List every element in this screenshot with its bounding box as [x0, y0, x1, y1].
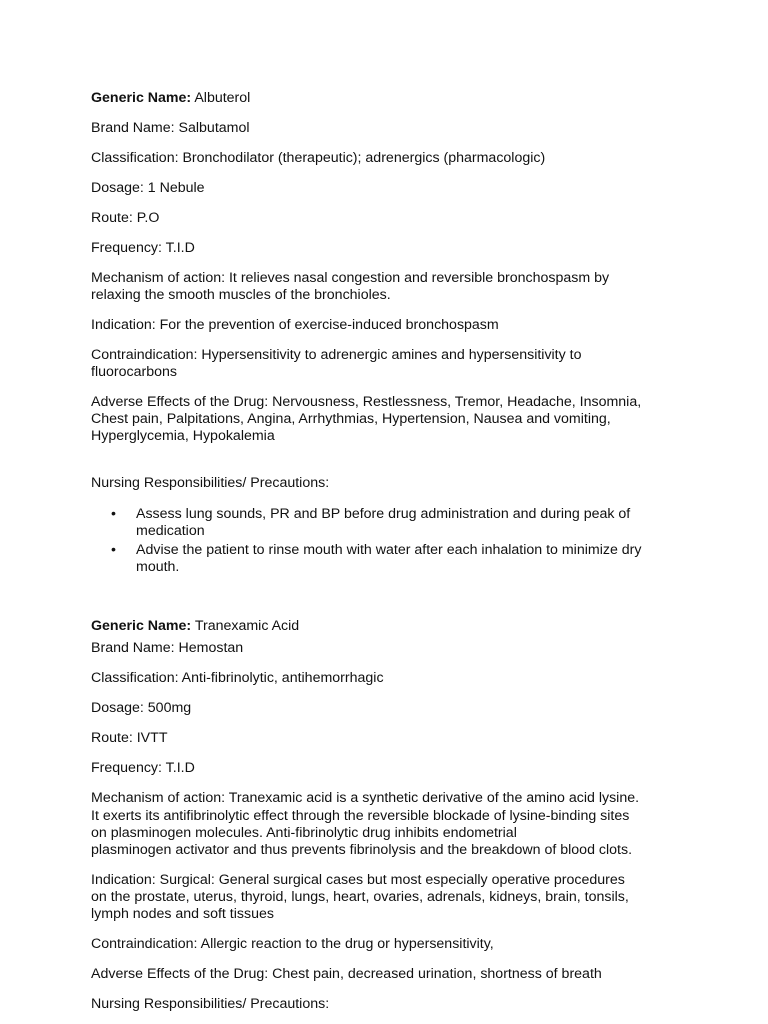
frequency-line: Frequency: T.I.D [91, 240, 195, 256]
mechanism-line: It exerts its antifibrinolytic effect through the reversible blockade of lysine-binding sites [91, 807, 630, 824]
adverse-effects-line: Chest pain, Palpitations, Angina, Arrhythmias, Hypertension, Nausea and vomiting, [91, 411, 611, 427]
bullet-line: Assess lung sounds, PR and BP before drug administration and during peak of [136, 506, 631, 523]
adverse-effects-line: Adverse Effects of the Drug: Chest pain, decreased urination, shortness of breath [91, 965, 602, 982]
generic-name-value: Tranexamic Acid [194, 618, 300, 635]
route-line: Route: IVTT [91, 730, 168, 747]
mechanism-paragraph [91, 270, 691, 304]
generic-name-value: Albuterol [194, 90, 251, 106]
mechanism-line: Mechanism of action: Tranexamic acid is a synthetic derivative of the amino acid lysine. [91, 790, 640, 807]
dosage-line: Dosage: 500mg [91, 700, 192, 717]
mechanism-line: Mechanism of action: It relieves nasal congestion and reversible bronchospasm by [91, 270, 610, 286]
bullet-icon: • [111, 541, 116, 558]
brand-name-line: Brand Name: Salbutamol [91, 120, 250, 136]
mechanism-paragraph [91, 790, 691, 859]
nursing-bullet-list [91, 506, 691, 576]
mechanism-line: on plasminogen molecules. Anti-fibrinolytic drug inhibits endometrial [91, 824, 517, 841]
dosage-line: Dosage: 1 Nebule [91, 180, 205, 196]
contraindication-line: Contraindication: Hypersensitivity to adrenergic amines and hypersensitivity to [91, 346, 582, 363]
indication-paragraph [91, 872, 691, 924]
brand-name-line: Brand Name: Hemostan [91, 640, 244, 657]
contraindication-line: fluorocarbons [91, 364, 177, 380]
route-line: Route: P.O [91, 210, 160, 226]
nursing-bullet-item [91, 506, 691, 540]
bullet-icon: • [111, 506, 116, 523]
generic-name-label: Generic Name: [91, 618, 192, 635]
contraindication-line: Contraindication: Allergic reaction to the drug or hypersensitivity, [91, 936, 494, 952]
adverse-effects-paragraph [91, 394, 691, 446]
generic-name-line [91, 618, 691, 635]
generic-name-label: Generic Name: [91, 90, 192, 106]
indication-line: Indication: For the prevention of exercise-induced bronchospasm [91, 317, 499, 333]
bullet-line: Advise the patient to rinse mouth with water after each inhalation to minimize dry [136, 541, 642, 558]
mechanism-line: relaxing the smooth muscles of the bronchioles. [91, 287, 391, 304]
mechanism-line: plasminogen activator and thus prevents fibrinolysis and the breakdown of blood clots. [91, 842, 633, 858]
indication-line: on the prostate, uterus, thyroid, lungs, heart, ovaries, adrenals, kidneys, brain, tonsils, [91, 889, 629, 905]
classification-line: Classification: Bronchodilator (therapeutic); adrenergics (pharmacologic) [91, 150, 546, 166]
bullet-line: mouth. [136, 558, 180, 575]
nursing-heading: Nursing Responsibilities/ Precautions: [91, 995, 330, 1012]
adverse-effects-line: Adverse Effects of the Drug: Nervousness, Restlessness, Tremor, Headache, Insomnia, [91, 393, 642, 410]
indication-line: Indication: Surgical: General surgical cases but most especially operative procedures [91, 871, 625, 888]
classification-line: Classification: Anti-fibrinolytic, antihemorrhagic [91, 670, 384, 687]
frequency-line: Frequency: T.I.D [91, 760, 195, 777]
adverse-effects-line: Hyperglycemia, Hypokalemia [91, 428, 275, 445]
bullet-line: medication [136, 523, 205, 540]
document-body [91, 90, 691, 1013]
contraindication-paragraph [91, 347, 691, 381]
generic-name-line [91, 90, 691, 107]
nursing-heading: Nursing Responsibilities/ Precautions: [91, 474, 330, 491]
indication-line: lymph nodes and soft tissues [91, 906, 274, 923]
nursing-bullet-item [91, 542, 691, 576]
